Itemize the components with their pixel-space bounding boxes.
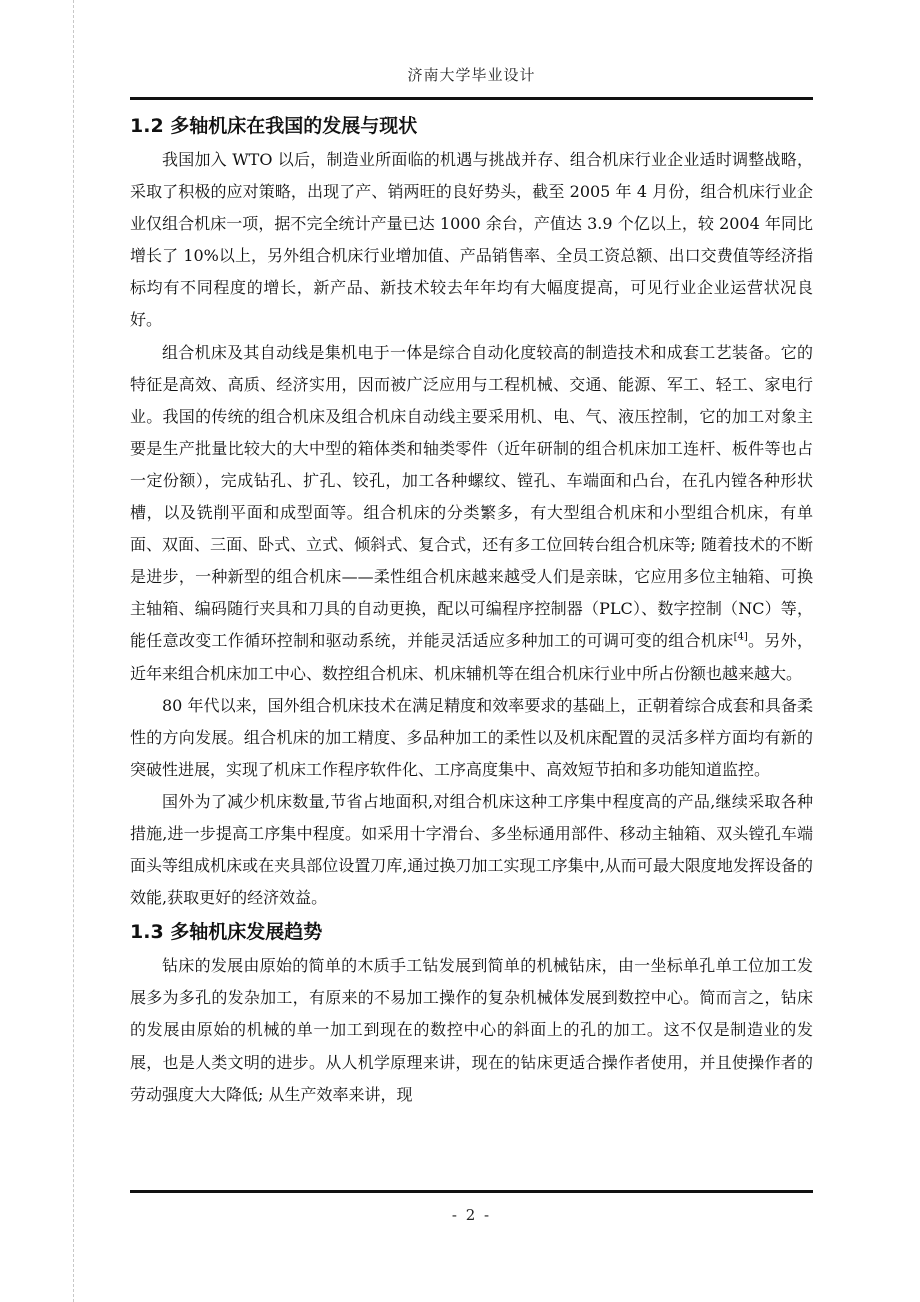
paragraph: 钻床的发展由原始的简单的木质手工钻发展到简单的机械钻床，由一坐标单孔单工位加工发展多为多孔的发杂加工，有原来的不易加工操作的复杂机械体发展到数控中心。简而言之，钻床的发展由原始的机械的单一加工到现在的数控中心的斜面上的孔的加工。这不仅是制造业的发展，也是人类文明的进步。从人机学原理来讲，现在的钻床更适合操作者使用，并且使操作者的劳动强度大大降低; 从生产效率来讲，现 <box>130 956 813 1104</box>
page-number: - 2 - <box>451 1206 492 1224</box>
paragraph: 80 年代以来，国外组合机床技术在满足精度和效率要求的基础上，正朝着综合成套和具备柔性的方向发展。组合机床的加工精度、多品种加工的柔性以及机床配置的灵活多样方面均有新的突破性进展，实现了机床工作程序软件化、工序高度集中、高效短节拍和多功能知道监控。 <box>130 695 813 779</box>
paragraph-with-citation <box>130 337 813 690</box>
section-heading-1-3: 1.3 多轴机床发展趋势 <box>130 921 323 944</box>
binding-margin-line <box>73 0 74 1302</box>
page-body <box>130 108 813 1111</box>
footer-rule <box>130 1190 813 1193</box>
paragraph: 国外为了减少机床数量,节省占地面积,对组合机床这种工序集中程度高的产品,继续采取各种措施,进一步提高工序集中程度。如采用十字滑台、多坐标通用部件、移动主轴箱、双头镗孔车端面头等组成机床或在夹具部位设置刀库,通过换刀加工实现工序集中,从而可最大限度地发挥设备的效能,获取更好的经济效益。 <box>130 791 813 908</box>
paragraph-text: 组合机床及其自动线是集机电于一体是综合自动化度较高的制造技术和成套工艺装备。它的特征是高效、高质、经济实用，因而被广泛应用与工程机械、交通、能源、军工、轻工、家电行业。我国的传统的组合机床及组合机床自动线主要采用机、电、气、液压控制，它的加工对象主要是生产批量比较大的大中型的箱体类和轴类零件（近年研制的组合机床加工连杆、板件等也占一定份额），完成钻孔、扩孔、铰孔，加工各种螺纹、镗孔、车端面和凸台，在孔内镗各种形状槽，以及铣削平面和成型面等。组合机床的分类繁多，有大型组合机床和小型组合机床，有单面、双面、三面、卧式、立式、倾斜式、复合式，还有多工位回转台组合机床等; 随着技术的不断是进步，一种新型的组合机床——柔性组合机床越来越受人们是亲昧，它应用多位主轴箱、可换主轴箱、编码随行夹具和刀具的自动更换，配以可编程序控制器（PLC）、数字控制（NC）等，能任意改变工作循环控制和驱动系统，并能灵活适应多种加工的可调可变的组合机床 <box>130 342 813 651</box>
citation-ref[interactable]: [4] <box>733 632 748 644</box>
paragraph: 我国加入 WTO 以后，制造业所面临的机遇与挑战并存、组合机床行业企业适时调整战略，采取了积极的应对策略，出现了产、销两旺的良好势头，截至 2005 年 4 月份，组合机床行业企业仅组合机床一项，据不完全统计产量已达 1000 余台，产值达 3.9 个亿以上，较 2004 年同比增长了 10%以上，另外组合机床行业增加值、产品销售率、全员工资总额、出口交费值等经济指标均有不同程度的增长，新产品、新技术较去年年均有大幅度提高，可见行业企业运营状况良好。 <box>130 150 813 330</box>
running-header: 济南大学毕业设计 <box>407 66 536 84</box>
header-rule <box>130 97 813 100</box>
paragraph-text-tail: 。另外，近年来组合机床加工中心、数控组合机床、机床辅机等在组合机床行业中所占份额也越来越大。 <box>130 631 813 683</box>
document-page <box>130 0 813 1302</box>
section-heading-1-2: 1.2 多轴机床在我国的发展与现状 <box>130 115 418 137</box>
